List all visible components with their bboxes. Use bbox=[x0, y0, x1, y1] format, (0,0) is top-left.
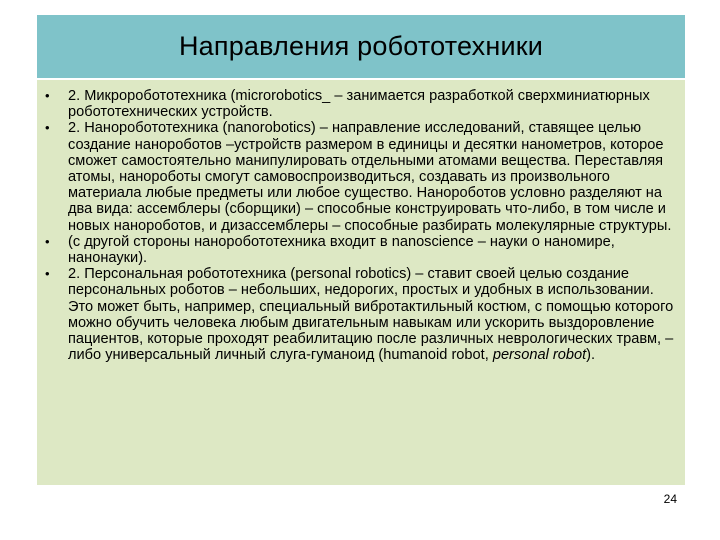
bullet-nanoscience bbox=[43, 234, 675, 266]
slide-title-bar bbox=[37, 15, 685, 78]
bullet-italic: personal robot bbox=[492, 347, 587, 364]
bullet-text bbox=[68, 266, 673, 363]
bullet-marker: • bbox=[45, 88, 50, 103]
bullet-nanorobotics bbox=[43, 120, 675, 233]
bullet-marker: • bbox=[45, 266, 50, 282]
bullet-body: (nanorobotics) – направление исследований, ставящее целью создание нанороботов –устройств размером в единицы и десятки нанометров, которое сможет самостоятельно манипулировать отдельными атомами вещества. Переставляя атомы, нанороботы смогут самовоспроизводиться, создавать из произвольного материала любые предметы или любое существо. Нанороботов условно разделяют на два вида: ассемблеры (сборщики) – способные конструировать что-либо, в том числе и новых нанороботов, и дизассемблеры – способные разбирать молекулярные структуры. bbox=[68, 120, 672, 234]
bullet-marker: • bbox=[45, 120, 50, 136]
bullet-text bbox=[68, 88, 650, 120]
bullet-list bbox=[43, 88, 675, 363]
bullet-body: – науки о наномире, нанонауки). bbox=[68, 233, 615, 267]
bullet-lead: 2. Наноробототехника bbox=[68, 120, 219, 137]
page-number: 24 bbox=[663, 492, 677, 506]
bullet-tail: ). bbox=[586, 347, 596, 364]
bullet-body: (personal robotics) – ставит своей целью создание персональных роботов – небольших, недорогих, простых и удобных в использовании. Это может быть, например, специальный вибротактильный костюм, с помощью которого можно обучить человека любым двигательным навыкам или ускорить выздоровление пациентов, которые проходят реабилитацию после различных неврологических травм, – либо универсальный личный слуга-гуманоид (humanoid robot, bbox=[68, 266, 674, 364]
slide-content bbox=[37, 80, 685, 485]
bullet-lead: 2. Персональная робототехника bbox=[68, 266, 287, 283]
bullet-microrobotics bbox=[43, 88, 675, 120]
bullet-marker: • bbox=[45, 233, 50, 249]
bullet-body: (microrobotics_ – занимается разработкой сверхминиатюрных робототехнических устройств. bbox=[68, 88, 650, 121]
bullet-lead: (с другой стороны наноробототехника входит в nanoscience bbox=[68, 233, 474, 250]
bullet-lead: 2. Микроробототехника bbox=[68, 88, 227, 104]
bullet-text bbox=[68, 234, 615, 266]
bullet-personal-robotics bbox=[43, 266, 675, 363]
slide-title: Направления робототехники bbox=[178, 31, 544, 61]
bullet-text bbox=[68, 120, 671, 233]
